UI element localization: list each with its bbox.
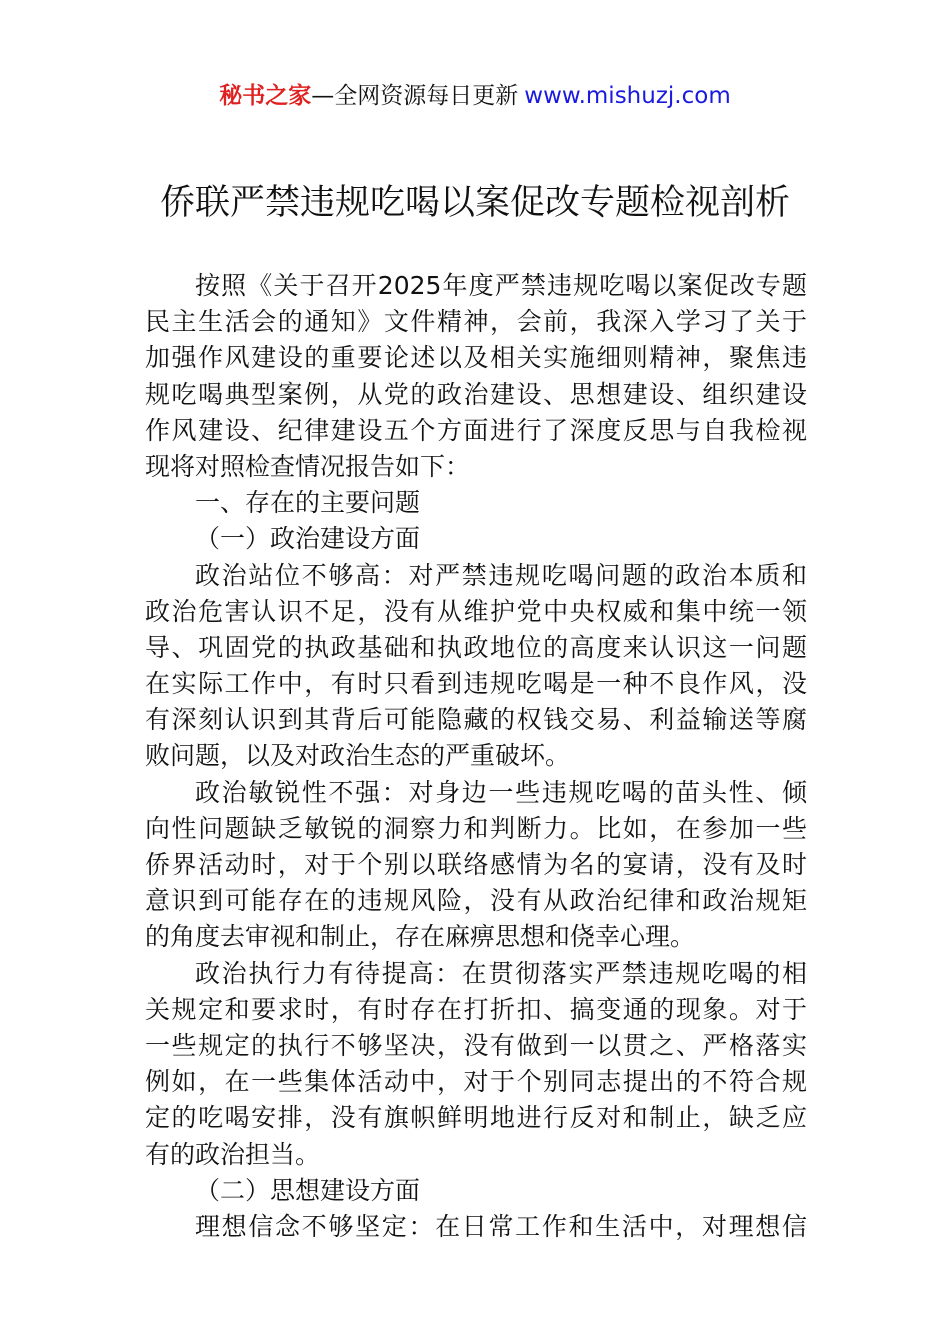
text-line: 按照《关于召开2025年度严禁违规吃喝以案促改专题	[195, 271, 807, 300]
document-title: 侨联严禁违规吃喝以案促改专题检视剖析	[159, 183, 790, 223]
text-line: 现将对照检查情况报告如下：	[145, 451, 471, 481]
site-header	[0, 78, 950, 114]
text-line: 理想信念不够坚定：在日常工作和生活中，对理想信	[195, 1211, 807, 1241]
text-line: 向性问题缺乏敏锐的洞察力和判断力。比如，在参加一些	[145, 813, 807, 843]
text-line: 政治敏锐性不强：对身边一些违规吃喝的苗头性、倾	[195, 777, 807, 807]
text-line: （一）政治建设方面	[195, 524, 421, 554]
text-line: （二）思想建设方面	[195, 1175, 421, 1205]
text-line: 定的吃喝安排，没有旗帜鲜明地进行反对和制止，缺乏应	[145, 1103, 807, 1133]
document-body	[145, 268, 807, 1245]
text-line: 有的政治担当。	[145, 1139, 321, 1169]
text-line: 导、巩固党的执政基础和执政地位的高度来认识这一问题	[145, 632, 807, 662]
text-line: 加强作风建设的重要论述以及相关实施细则精神，聚焦违	[145, 343, 807, 373]
brand-name: 秘书之家	[219, 83, 312, 109]
text-line: 规吃喝典型案例，从党的政治建设、思想建设、组织建设	[145, 379, 807, 409]
text-line: 例如，在一些集体活动中，对于个别同志提出的不符合规	[145, 1067, 807, 1097]
header-tagline: 全网资源每日更新	[334, 83, 519, 109]
text-line: 政治执行力有待提高：在贯彻落实严禁违规吃喝的相	[195, 958, 807, 988]
header-dash: —	[311, 83, 335, 109]
text-line: 在实际工作中，有时只看到违规吃喝是一种不良作风，没	[145, 669, 807, 699]
text-line: 的角度去审视和制止，存在麻痹思想和侥幸心理。	[145, 922, 696, 952]
text-line: 政治站位不够高：对严禁违规吃喝问题的政治本质和	[195, 560, 807, 590]
text-line: 政治危害认识不足，没有从维护党中央权威和集中统一领	[145, 596, 807, 626]
text-line: 一、存在的主要问题	[195, 488, 421, 518]
text-line: 关规定和要求时，有时存在打折扣、搞变通的现象。对于	[145, 994, 807, 1024]
text-line: 侨界活动时，对于个别以联络感情为名的宴请，没有及时	[145, 850, 807, 879]
text-line: 意识到可能存在的违规风险，没有从政治纪律和政治规矩	[145, 886, 807, 916]
site-url-link[interactable]: www.mishuzj.com	[524, 83, 731, 109]
text-line: 有深刻认识到其背后可能隐藏的权钱交易、利益输送等腐	[145, 705, 807, 735]
text-line: 民主生活会的通知》文件精神，会前，我深入学习了关于	[145, 307, 807, 337]
text-line: 一些规定的执行不够坚决，没有做到一以贯之、严格落实	[145, 1030, 807, 1060]
text-line: 败问题，以及对政治生态的严重破坏。	[145, 741, 571, 771]
text-line: 作风建设、纪律建设五个方面进行了深度反思与自我检视	[145, 415, 807, 445]
